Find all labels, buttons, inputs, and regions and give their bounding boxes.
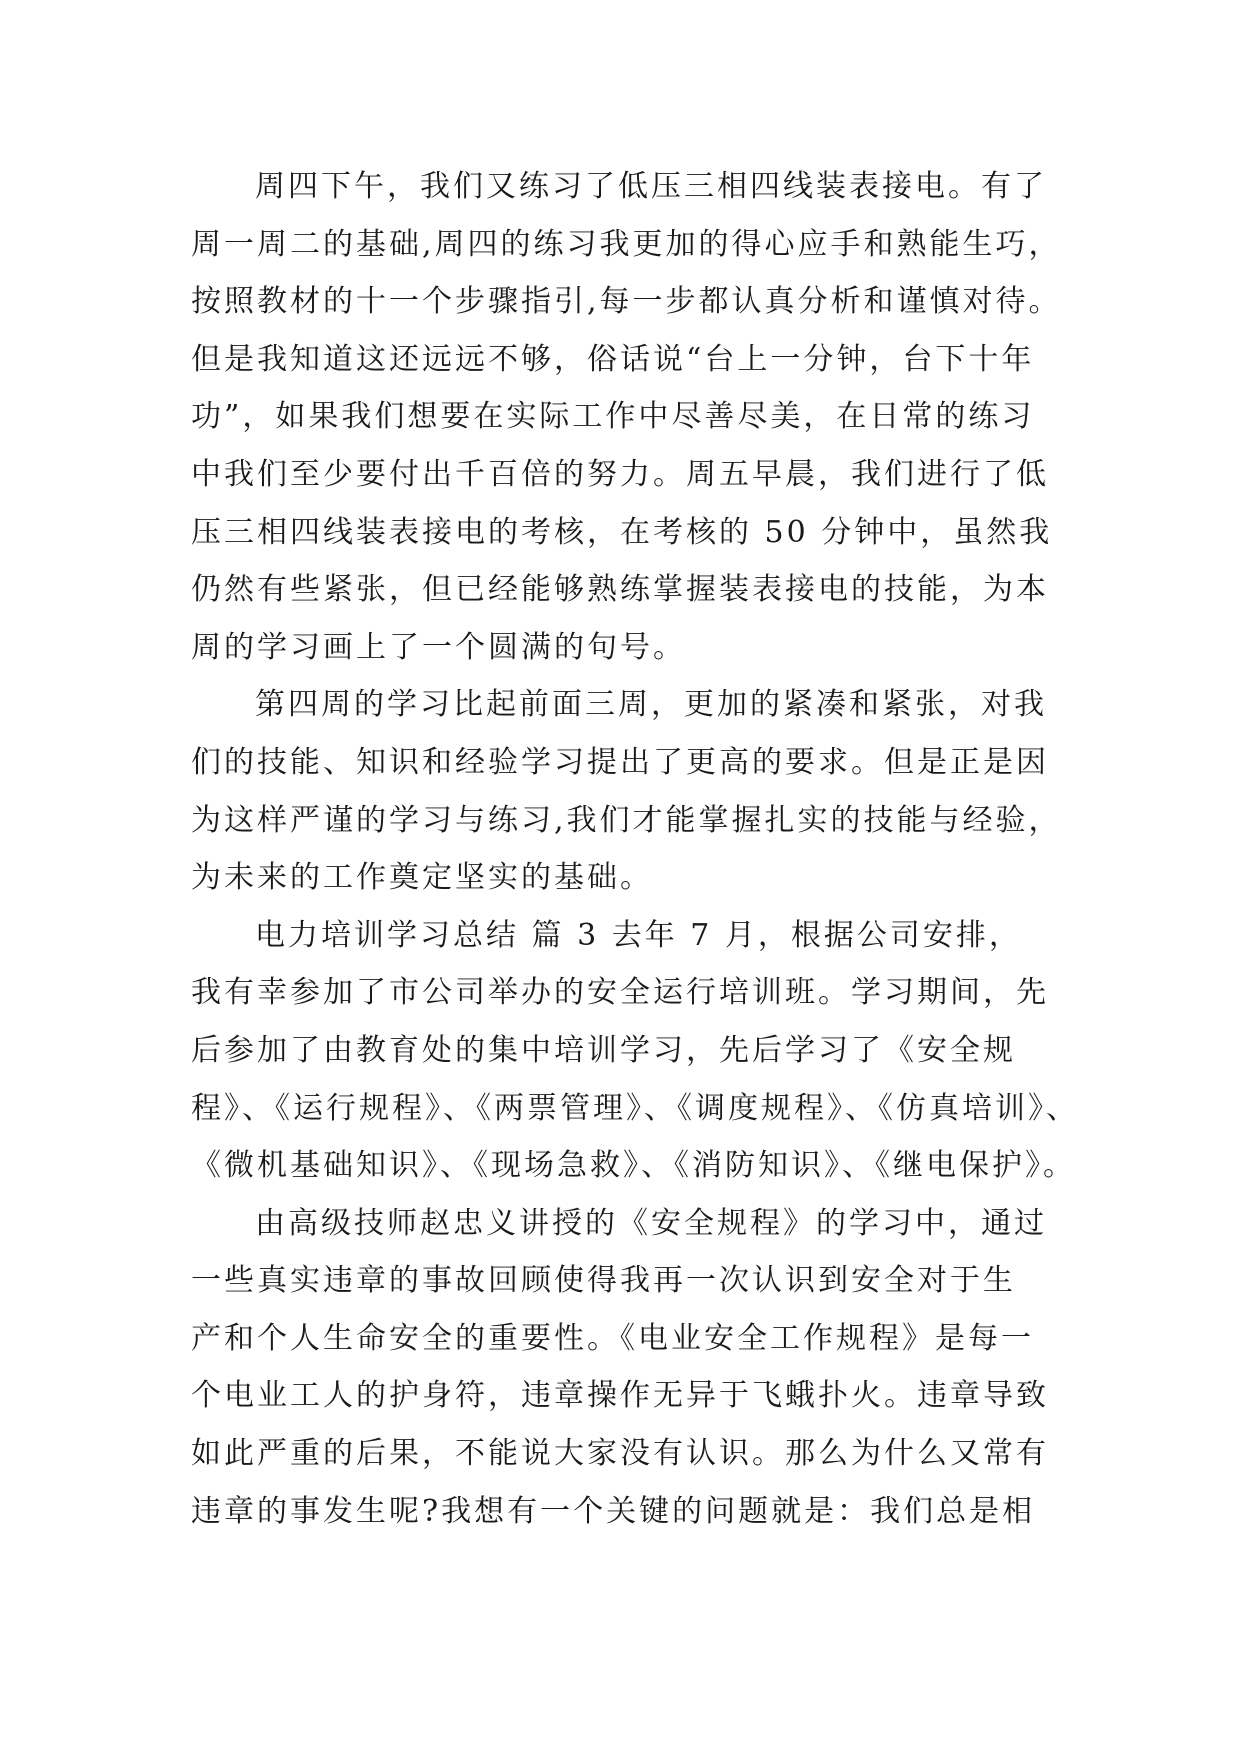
text-line: 程》、《运行规程》、《两票管理》、《调度规程》、《仿真培训》、 [191,1090,1079,1126]
text-line: 由高级技师赵忠义讲授的《安全规程》的学习中，通过 [255,1205,1047,1241]
text-line: 按照教材的十一个步骤指引,每一步都认真分析和谨慎对待。 [191,284,1062,320]
text-line: 周的学习画上了一个圆满的句号。 [191,629,686,665]
text-line: 压三相四线装表接电的考核，在考核的 50 分钟中，虽然我 [191,514,1053,550]
text-line: 一些真实违章的事故回顾使得我再一次认识到安全对于生 [191,1263,1016,1299]
text-line: 个电业工人的护身符，违章操作无异于飞蛾扑火。违章导致 [191,1378,1049,1414]
text-line: 周一周二的基础,周四的练习我更加的得心应手和熟能生巧， [191,226,1062,262]
text-line: 后参加了由教育处的集中培训学习，先后学习了《安全规 [191,1032,1016,1068]
text-line: 为这样严谨的学习与练习,我们才能掌握扎实的技能与经验， [191,802,1062,838]
text-line: 违章的事发生呢?我想有一个关键的问题就是：我们总是相 [191,1493,1036,1529]
text-line: 为未来的工作奠定坚实的基础。 [191,860,653,896]
text-line: 但是我知道这还远远不够，俗话说“台上一分钟，台下十年 [191,341,1035,377]
text-line: 第四周的学习比起前面三周，更加的紧凑和紧张，对我 [255,687,1047,723]
text-line: 仍然有些紧张，但已经能够熟练掌握装表接电的技能，为本 [191,572,1049,608]
text-line: 如此严重的后果，不能说大家没有认识。那么为什么又常有 [191,1436,1049,1472]
text-line: 功”，如果我们想要在实际工作中尽善尽美，在日常的练习 [191,399,1035,435]
text-line: 我有幸参加了市公司举办的安全运行培训班。学习期间，先 [191,975,1049,1011]
document-body [191,158,1091,1540]
text-line: 中我们至少要付出千百倍的努力。周五早晨，我们进行了低 [191,456,1049,492]
text-line: 产和个人生命安全的重要性。《电业安全工作规程》是每一 [191,1320,1034,1356]
section-heading-line: 电力培训学习总结 篇 3 去年 7 月，根据公司安排， [255,917,1022,953]
text-line: 《微机基础知识》、《现场急救》、《消防知识》、《继电保护》。 [191,1148,1076,1184]
text-line: 周四下午，我们又练习了低压三相四线装表接电。有了 [255,169,1047,204]
text-line: 们的技能、知识和经验学习提出了更高的要求。但是正是因 [191,744,1049,780]
